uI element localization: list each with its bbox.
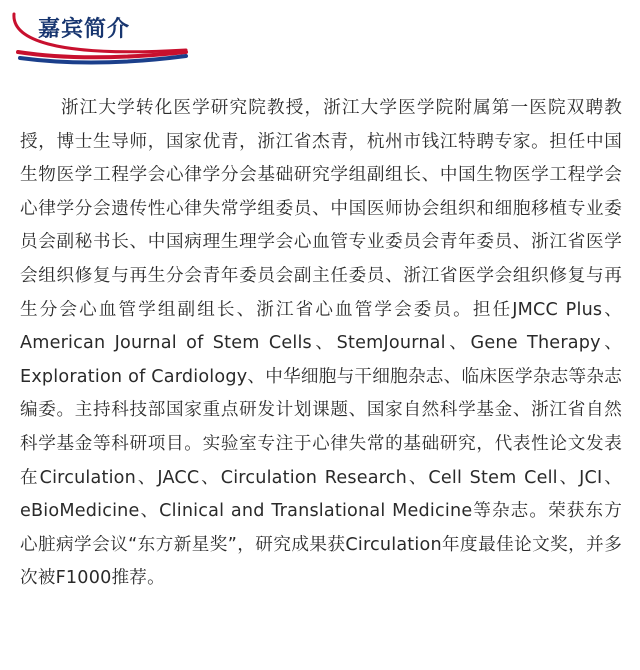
guest-bio [20,92,622,596]
section-header [0,0,640,70]
section-title: 嘉宾简介 [38,17,131,42]
guest-bio-text: 浙江大学转化医学研究院教授，浙江大学医学院附属第一医院双聘教授，博士生导师，国家优青，浙江省杰青，杭州市钱江特聘专家。担任中国生物医学工程学会心律学分会基础研究学组副组长、中国生物医学工程学会心律学分会遗传性心律失常学组委员、中国医师协会组织和细胞移植专业委员会副秘书长、中国病理生理学会心血管专业委员会青年委员、浙江省医学会组织修复与再生分会青年委员会副主任委员、浙江省医学会组织修复与再生分会心血管学组副组长、浙江省心血管学会委员。担任JMCC Plus、American Journal of Stem Cells、StemJournal、Gene Therapy、Exploration of Cardiology、中华细胞与干细胞杂志、临床医学杂志等杂志编委。主持科技部国家重点研发计划课题、国家自然科学基金、浙江省自然科学基金等科研项目。实验室专注于心律失常的基础研究，代表性论文发表在Circulation、JACC、Circulation Research、Cell Stem Cell、JCI、eBioMedicine、Clinical and Translational Medicine等杂志。荣获东方心脏病学会议“东方新星奖”，研究成果获Circulation年度最佳论文奖，并多次被F1000推荐。 [20,98,622,589]
